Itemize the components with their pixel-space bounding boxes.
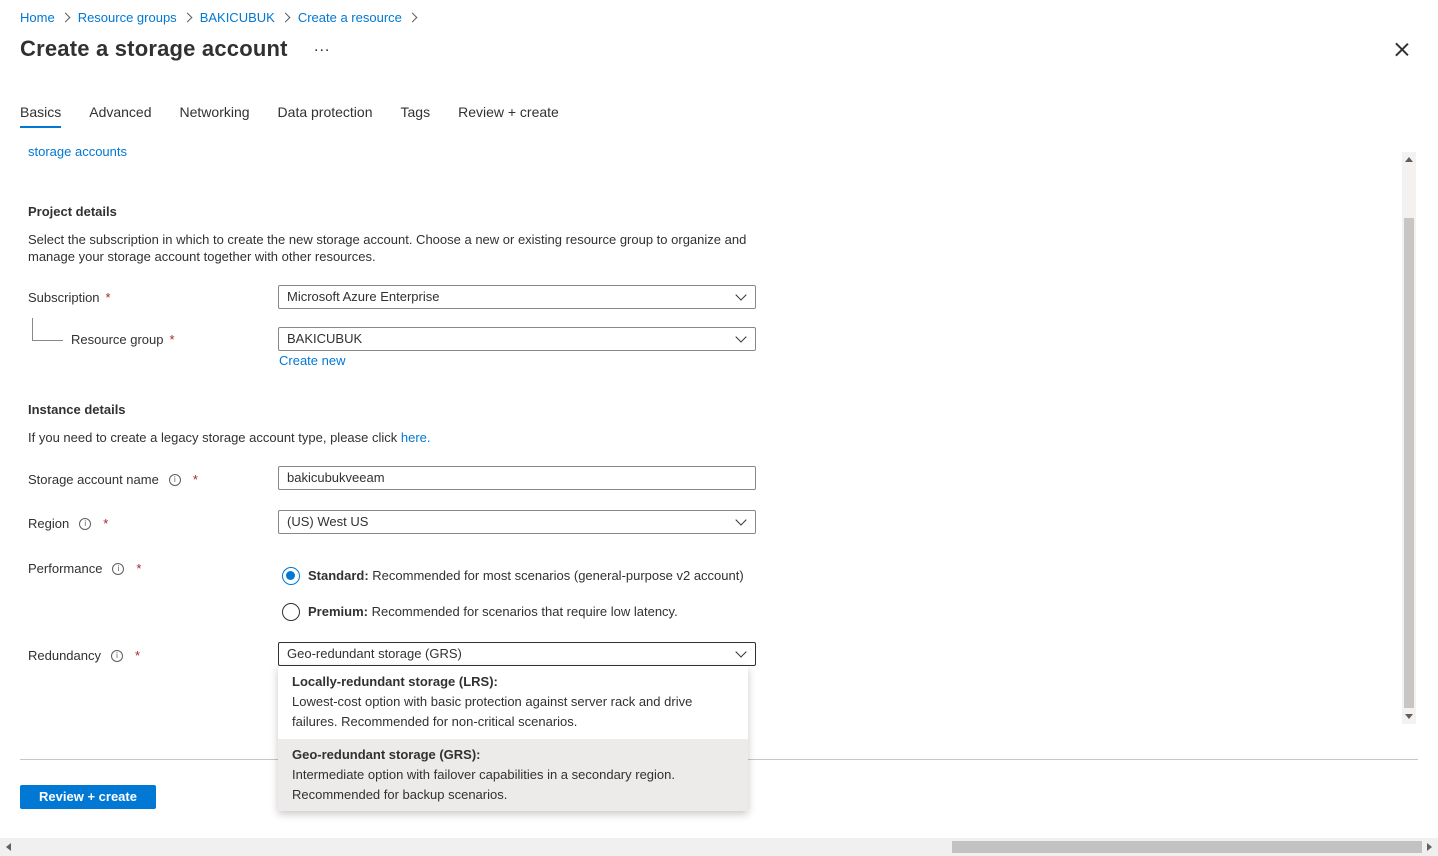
tab-networking[interactable]: Networking — [179, 104, 250, 120]
horizontal-scrollbar[interactable] — [0, 838, 1438, 856]
tab-bar — [20, 104, 587, 128]
review-create-button[interactable]: Review + create — [20, 785, 156, 809]
page-title: Create a storage account — [20, 36, 288, 61]
breadcrumb-home[interactable]: Home — [20, 10, 55, 25]
subscription-label: Subscription * — [28, 290, 111, 305]
performance-standard-radio[interactable] — [282, 567, 300, 585]
more-options-icon[interactable]: ... — [314, 38, 331, 55]
vertical-scrollbar[interactable] — [1402, 152, 1416, 724]
project-description-line1: Select the subscription in which to create the new storage account. Choose a new or existing resource group to organize and — [28, 232, 747, 247]
region-label: Region i * — [28, 516, 109, 531]
redundancy-option-grs[interactable]: Geo-redundant storage (GRS): Intermediate option with failover capabilities in a secondary region. Recommended for backup scenarios. — [278, 739, 748, 811]
subscription-select[interactable]: Microsoft Azure Enterprise — [278, 285, 756, 309]
scroll-right-icon[interactable] — [1427, 843, 1432, 851]
info-icon[interactable]: i — [111, 650, 123, 662]
info-icon[interactable]: i — [112, 563, 124, 575]
close-icon[interactable] — [1392, 40, 1412, 60]
required-mark: * — [135, 648, 141, 663]
performance-standard-text: Standard: Recommended for most scenarios (general-purpose v2 account) — [308, 568, 744, 583]
performance-premium-radio[interactable] — [282, 603, 300, 621]
legacy-here-link[interactable]: here. — [400, 430, 431, 445]
required-mark: * — [136, 561, 142, 576]
create-new-link[interactable]: Create new — [279, 353, 346, 368]
scroll-up-icon[interactable] — [1405, 157, 1413, 162]
redundancy-select[interactable]: Geo-redundant storage (GRS) — [278, 642, 756, 666]
performance-premium-text: Premium: Recommended for scenarios that require low latency. — [308, 604, 678, 619]
info-icon[interactable]: i — [169, 474, 181, 486]
tab-advanced[interactable]: Advanced — [89, 104, 152, 120]
project-details-heading: Project details — [28, 204, 117, 219]
breadcrumb-create-resource[interactable]: Create a resource — [297, 10, 402, 25]
redundancy-option-lrs[interactable]: Locally-redundant storage (LRS): Lowest-cost option with basic protection against server rack and drive failures. Recommended for non-critical scenarios. — [292, 674, 693, 729]
chevron-right-icon — [182, 13, 192, 23]
redundancy-dropdown-list — [278, 666, 748, 811]
tab-review-create[interactable]: Review + create — [458, 104, 559, 120]
info-icon[interactable]: i — [79, 518, 91, 530]
tab-basics[interactable]: Basics — [20, 104, 61, 128]
required-mark: * — [105, 290, 111, 305]
instance-details-heading: Instance details — [28, 402, 126, 417]
chevron-up-down-icon — [735, 646, 746, 657]
performance-label: Performance i * — [28, 561, 142, 576]
scroll-left-icon[interactable] — [6, 843, 11, 851]
tab-tags[interactable]: Tags — [400, 104, 431, 120]
breadcrumb — [20, 10, 425, 25]
chevron-down-icon — [735, 331, 746, 342]
redundancy-label: Redundancy i * — [28, 648, 141, 663]
resource-group-select[interactable]: BAKICUBUK — [278, 327, 756, 351]
chevron-right-icon — [280, 13, 290, 23]
breadcrumb-resource-groups[interactable]: Resource groups — [77, 10, 177, 25]
storage-account-name-label: Storage account name i * — [28, 472, 198, 487]
legacy-text: If you need to create a legacy storage account type, please click here. — [28, 430, 431, 445]
tab-data-protection[interactable]: Data protection — [277, 104, 373, 120]
chevron-right-icon — [407, 13, 417, 23]
breadcrumb-bakicubuk[interactable]: BAKICUBUK — [199, 10, 275, 25]
chevron-down-icon — [735, 514, 746, 525]
required-mark: * — [103, 516, 109, 531]
chevron-down-icon — [735, 289, 746, 300]
region-select[interactable]: (US) West US — [278, 510, 756, 534]
chevron-right-icon — [60, 13, 70, 23]
required-mark: * — [192, 472, 198, 487]
project-description-line2: manage your storage account together with other resources. — [28, 249, 376, 264]
resource-group-label: Resource group * — [71, 332, 175, 347]
storage-accounts-link[interactable]: storage accounts — [28, 146, 128, 159]
tree-connector — [32, 318, 63, 341]
scroll-down-icon[interactable] — [1405, 714, 1413, 719]
scrollbar-thumb[interactable] — [1404, 218, 1414, 708]
storage-account-name-input[interactable]: bakicubukveeam — [278, 466, 756, 490]
required-mark: * — [169, 332, 175, 347]
scrollbar-thumb[interactable] — [952, 841, 1422, 853]
